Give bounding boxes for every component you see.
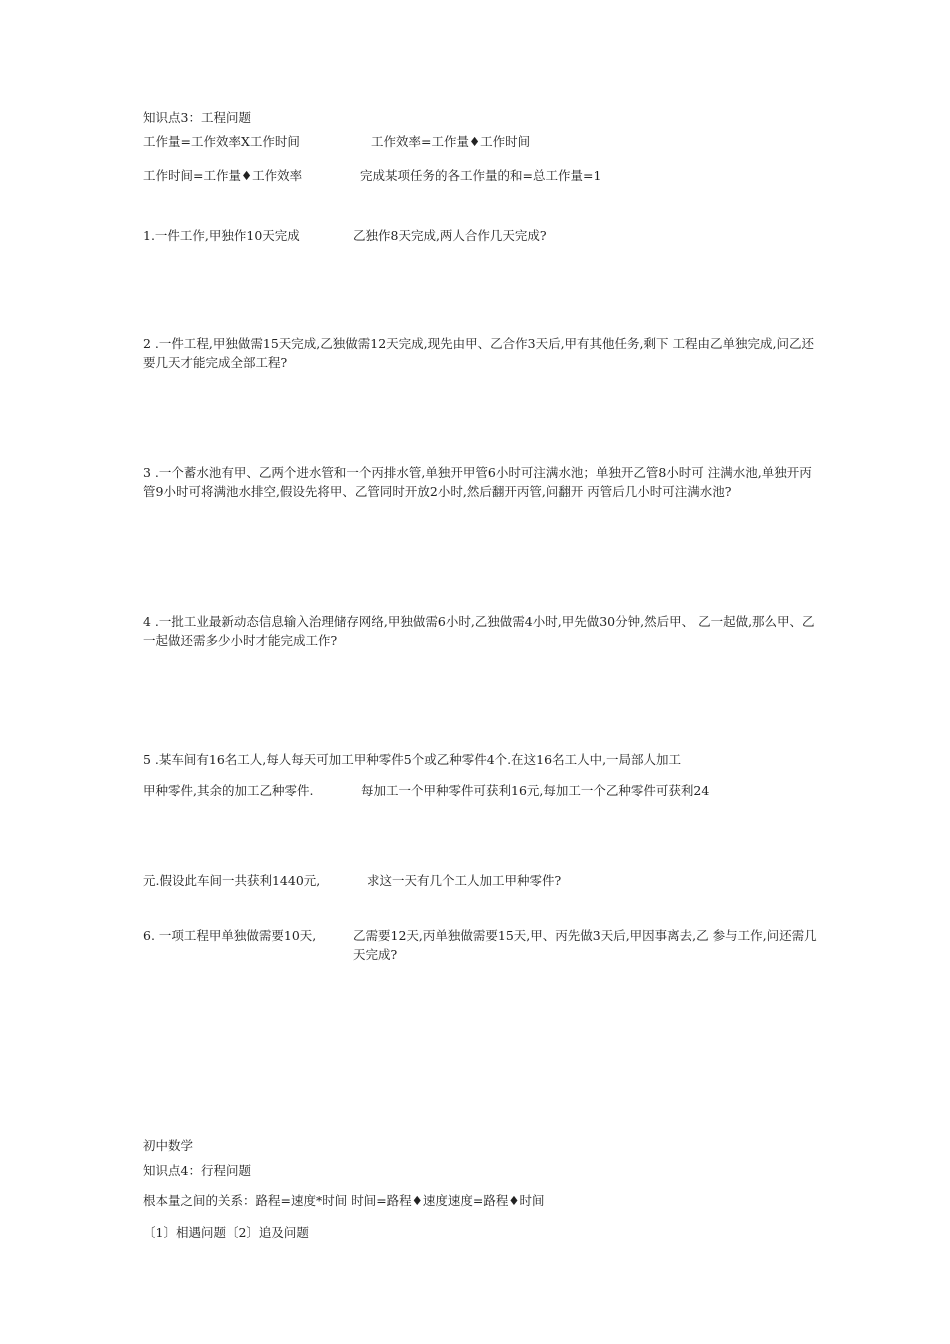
problem-1-part-b: 乙独作8天完成,两人合作几天完成? — [353, 228, 547, 243]
problem-5-line-3b: 求这一天有几个工人加工甲种零件? — [367, 873, 562, 888]
formula-total-work: 完成某项任务的各工作量的和=总工作量=1 — [360, 168, 602, 183]
formula-work-efficiency: 工作效率=工作量♦工作时间 — [371, 134, 531, 149]
problem-1-part-a: 1.一件工作,甲独作10天完成 — [143, 228, 300, 243]
problem-4: 4 .一批工业最新动态信息输入治理储存网络,甲独做需6小时,乙独做需4小时,甲先做30分钟,然后甲、 乙一起做,那么甲、乙一起做还需多少小时才能完成工作? — [143, 614, 815, 648]
problem-5-line-1: 5 .某车间有16名工人,每人每天可加工甲种零件5个或乙种零件4个.在这16名工人中,一局部人加工 — [143, 752, 682, 767]
problem-5-line-2b: 每加工一个甲种零件可获利16元,每加工一个乙种零件可获利24 — [361, 783, 710, 798]
problem-6-part-b: 乙需要12天,丙单独做需要15天,甲、丙先做3天后,甲因事离去,乙 参与工作,问还需几天完成? — [353, 928, 817, 962]
section4-heading: 知识点4：行程问题 — [143, 1163, 251, 1178]
section4-relations: 根本量之间的关系：路程=速度*时间 时间=路程♦速度速度=路程♦时间 — [143, 1193, 545, 1208]
problem-2: 2 .一件工程,甲独做需15天完成,乙独做需12天完成,现先由甲、乙合作3天后,甲有其他任务,剩下 工程由乙单独完成,问乙还要几天才能完成全部工程? — [143, 336, 814, 370]
section4-subject: 初中数学 — [143, 1138, 194, 1153]
problem-5-line-2a: 甲种零件,其余的加工乙种零件. — [143, 783, 314, 798]
problem-3: 3 .一个蓄水池有甲、乙两个进水管和一个丙排水管,单独开甲管6小时可注满水池；单独开乙管8小时可 注满水池,单独开丙管9小时可将满池水排空,假设先将甲、乙管同时开放2小时,然后翻开丙管,问翻开 丙管后几小时可注满水池? — [143, 465, 812, 499]
problem-5-line-3a: 元.假设此车间一共获利1440元, — [143, 873, 321, 888]
formula-work-time: 工作时间=工作量♦工作效率 — [143, 168, 303, 183]
formula-work-amount: 工作量=工作效率X工作时间 — [143, 134, 300, 149]
problem-6-part-a: 6. 一项工程甲单独做需要10天, — [143, 928, 317, 943]
section4-types: 〔1〕相遇问题〔2〕追及问题 — [143, 1225, 309, 1240]
section3-heading: 知识点3：工程问题 — [143, 110, 251, 125]
